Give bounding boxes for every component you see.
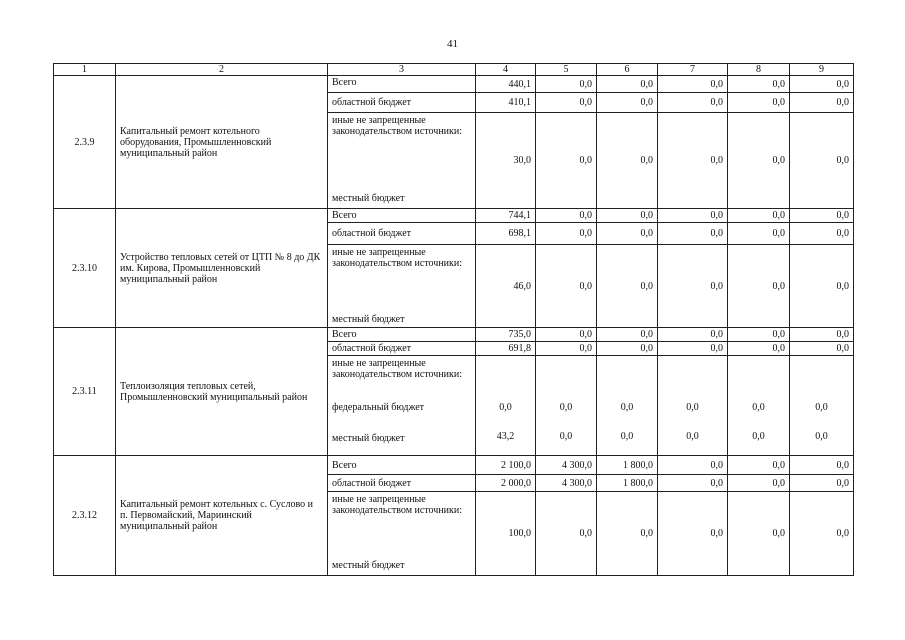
value-cell: 440,1: [476, 76, 536, 93]
value-cell: 0,0: [686, 431, 699, 442]
value-cell: 4 300,0: [536, 456, 597, 475]
value-cell: 0,0: [815, 431, 828, 442]
funding-source: областной бюджет: [328, 223, 476, 245]
value-cell: 0,0: [536, 245, 597, 328]
funding-source: Всего: [328, 209, 476, 223]
value-cell: 0,0: [790, 223, 854, 245]
column-header: 9: [790, 64, 854, 76]
funding-source: местный бюджет: [332, 560, 405, 571]
value-cell: 0,0: [536, 76, 597, 93]
value-cell: 0,0: [658, 475, 728, 492]
value-cell: 0,0: [499, 402, 512, 413]
funding-source: областной бюджет: [328, 342, 476, 356]
value-cell: 0,0: [728, 245, 790, 328]
value-cell: 0,0: [658, 328, 728, 342]
column-header: 7: [658, 64, 728, 76]
value-cell: 0,0: [790, 475, 854, 492]
table-row: [54, 456, 854, 475]
value-cell: 30,0: [476, 113, 536, 209]
value-cell: 0,0: [597, 113, 658, 209]
value-cell: 0,0: [658, 223, 728, 245]
value-cell: 0,0: [728, 113, 790, 209]
value-cell: 0,0: [752, 402, 765, 413]
value-cell: 0,0: [559, 431, 573, 442]
column-header: 1: [54, 64, 116, 76]
measure-name: Теплоизоляция тепловых сетей, Промышленновский муниципальный район: [116, 328, 328, 456]
funding-source: иные не запрещенные законодательством источники:: [332, 358, 463, 380]
value-cell: 0,0: [620, 431, 634, 442]
value-cell: 735,0: [476, 328, 536, 342]
value-cell: 0,0: [658, 342, 728, 356]
value-cell: 744,1: [476, 209, 536, 223]
value-cell: 0,0: [658, 93, 728, 113]
value-cell: 698,1: [476, 223, 536, 245]
value-cell: 0,0: [728, 328, 790, 342]
value-cell: 0,0: [536, 492, 597, 576]
funding-source: иные не запрещенные законодательством источники:: [332, 115, 463, 137]
funding-source: федеральный бюджет: [332, 402, 425, 413]
measure-name: Капитальный ремонт котельных с. Суслово и п. Первомайский, Мариинский муниципальный район: [116, 456, 328, 576]
value-cell: 0,0: [790, 245, 854, 328]
value-cell: 0,0: [815, 402, 828, 413]
measure-code: 2.3.11: [54, 328, 116, 456]
value-cell: 0,0: [790, 456, 854, 475]
value-cell: 1 800,0: [597, 456, 658, 475]
value-cell: 0,0: [790, 209, 854, 223]
funding-source: Всего: [328, 328, 476, 342]
column-header: 4: [476, 64, 536, 76]
column-header: 6: [597, 64, 658, 76]
value-cell: 0,0: [728, 209, 790, 223]
value-cell: 0,0: [790, 76, 854, 93]
table-row: [54, 76, 854, 93]
measure-name: Капитальный ремонт котельного оборудования, Промышленновский муниципальный район: [116, 76, 328, 209]
funding-source: местный бюджет: [332, 193, 405, 204]
value-cell: 4 300,0: [536, 475, 597, 492]
value-cell: 0,0: [752, 431, 765, 442]
value-cell: 0,0: [536, 113, 597, 209]
value-cell: 1 800,0: [597, 475, 658, 492]
value-cell: 0,0: [597, 328, 658, 342]
value-cell: 0,0: [790, 93, 854, 113]
measure-code: 2.3.10: [54, 209, 116, 328]
value-cell: 0,0: [728, 93, 790, 113]
value-cell: 0,0: [597, 93, 658, 113]
value-cell: 46,0: [476, 245, 536, 328]
value-cell: 0,0: [686, 402, 699, 413]
value-cell: 0,0: [728, 475, 790, 492]
value-cell: 0,0: [597, 492, 658, 576]
value-cell: 0,0: [597, 223, 658, 245]
value-cell: 0,0: [536, 93, 597, 113]
measure-name: Устройство тепловых сетей от ЦТП № 8 до ДК им. Кирова, Промышленновский муниципальный район: [116, 209, 328, 328]
value-cell: 0,0: [790, 113, 854, 209]
value-cell: 0,0: [536, 209, 597, 223]
funding-source: Всего: [328, 76, 476, 93]
value-cell: 0,0: [790, 492, 854, 576]
column-header: 5: [536, 64, 597, 76]
funding-source: областной бюджет: [328, 93, 476, 113]
value-cell: 0,0: [728, 76, 790, 93]
value-cell: 0,0: [597, 76, 658, 93]
value-cell: 0,0: [559, 402, 573, 413]
funding-source: иные не запрещенные законодательством источники:: [332, 247, 463, 269]
value-cell: 0,0: [790, 328, 854, 342]
funding-source: иные не запрещенные законодательством источники:: [332, 494, 463, 516]
value-cell: 0,0: [597, 245, 658, 328]
value-cell: 0,0: [658, 113, 728, 209]
value-cell: 0,0: [658, 492, 728, 576]
value-cell: 2 000,0: [476, 475, 536, 492]
column-header: 8: [728, 64, 790, 76]
value-cell: 0,0: [536, 328, 597, 342]
value-cell: 410,1: [476, 93, 536, 113]
value-cell: 0,0: [658, 76, 728, 93]
column-header: 2: [116, 64, 328, 76]
funding-source: местный бюджет: [332, 433, 405, 444]
value-cell: 0,0: [790, 342, 854, 356]
value-cell: 43,2: [496, 431, 515, 442]
value-cell: 0,0: [728, 342, 790, 356]
value-cell: 0,0: [536, 342, 597, 356]
budget-table: [53, 63, 854, 576]
value-cell: 0,0: [658, 456, 728, 475]
value-cell: 100,0: [476, 492, 536, 576]
value-cell: 0,0: [658, 209, 728, 223]
value-cell: 0,0: [536, 223, 597, 245]
page-number: 41: [447, 38, 458, 50]
value-cell: 0,0: [728, 223, 790, 245]
funding-source: местный бюджет: [332, 314, 405, 325]
value-cell: 0,0: [620, 402, 634, 413]
value-cell: 2 100,0: [476, 456, 536, 475]
value-cell: 0,0: [728, 456, 790, 475]
value-cell: 0,0: [597, 342, 658, 356]
value-cell: 691,8: [476, 342, 536, 356]
funding-source: Всего: [328, 456, 476, 475]
table-row: [54, 209, 854, 223]
value-cell: 0,0: [728, 492, 790, 576]
value-cell: 0,0: [597, 209, 658, 223]
measure-code: 2.3.12: [54, 456, 116, 576]
measure-code: 2.3.9: [54, 76, 116, 209]
table-row: [54, 328, 854, 342]
header-row: [54, 64, 854, 76]
funding-source: областной бюджет: [328, 475, 476, 492]
value-cell: 0,0: [658, 245, 728, 328]
column-header: 3: [328, 64, 476, 76]
